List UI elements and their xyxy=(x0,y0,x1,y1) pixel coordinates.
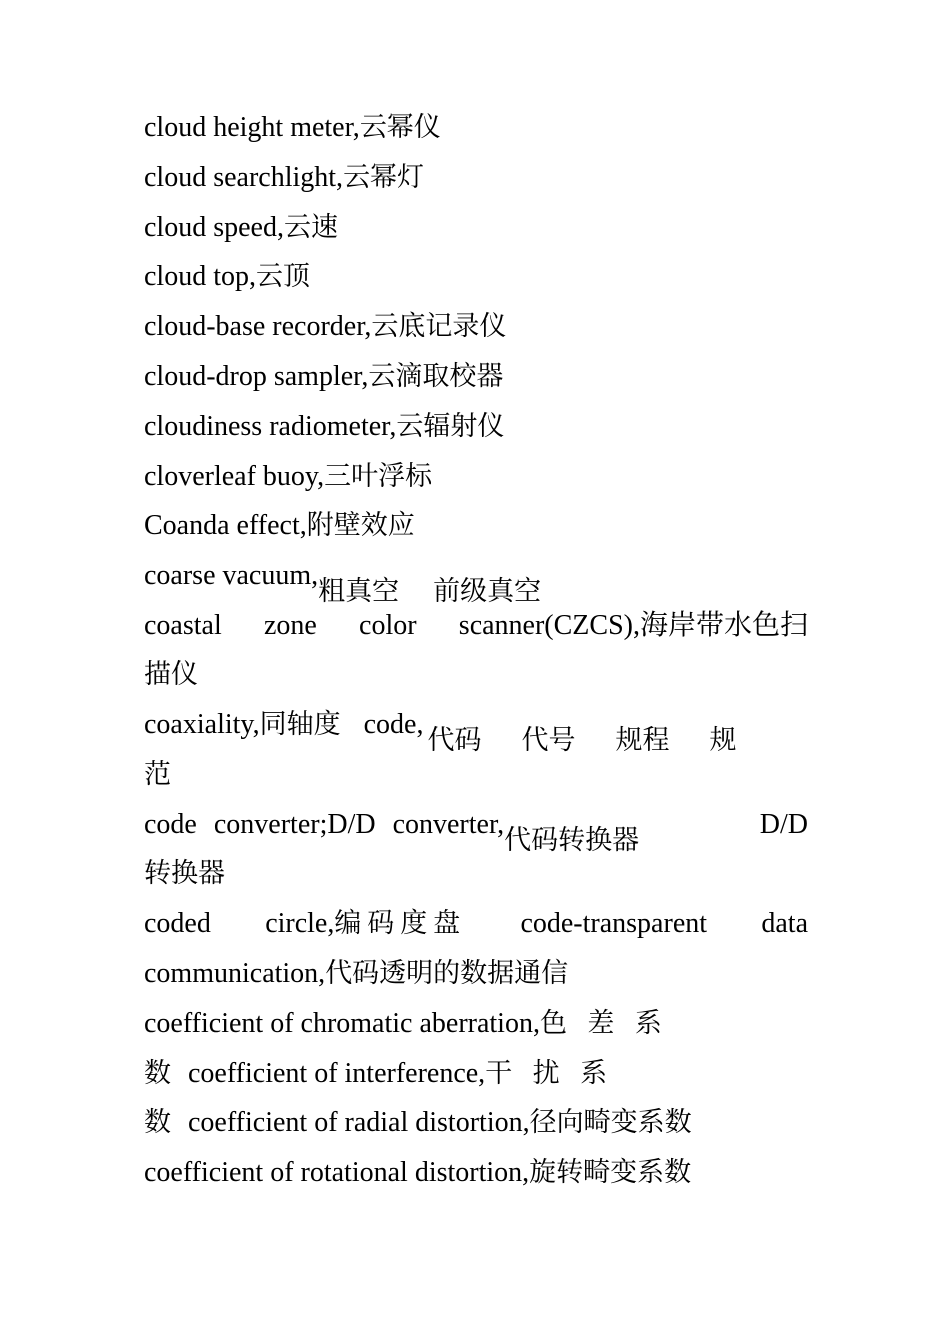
entry-line xyxy=(144,657,808,693)
entry-translation: 径向畸变系数 xyxy=(529,1107,692,1138)
entry-term: code, xyxy=(363,709,424,740)
entry-translation: 云滴取校器 xyxy=(368,361,504,392)
entry-line xyxy=(144,558,808,607)
entry-translation: 代码透明的数据通信 xyxy=(325,958,569,989)
entry-term: cloud height meter, xyxy=(144,112,360,143)
entry-translation: 干 扰 系 xyxy=(485,1058,614,1089)
entry-term: communication, xyxy=(144,958,326,989)
entry-term: coefficient of chromatic aberration, xyxy=(144,1008,540,1039)
entry-line xyxy=(144,707,808,756)
entry-term: cloud top, xyxy=(144,261,256,292)
entry-line xyxy=(144,1006,808,1042)
entry-term: color xyxy=(359,610,417,641)
entry-term: coastal xyxy=(144,610,222,641)
entry-line xyxy=(144,1105,808,1141)
entry-term: converter;D/D xyxy=(213,809,376,840)
entry-term: zone xyxy=(263,610,317,641)
entry-term: scanner(CZCS),海岸带水色扫 xyxy=(458,610,808,641)
entry-translation: 旋转畸变系数 xyxy=(529,1157,692,1188)
entry-line xyxy=(144,309,808,345)
entry-translation: 云速 xyxy=(283,212,338,243)
entry-term: cloud-base recorder, xyxy=(144,311,372,342)
entry-line xyxy=(144,608,808,644)
entry-term: coaxiality, xyxy=(144,709,260,740)
entry-term: Coanda effect, xyxy=(144,510,307,541)
entry-translation: 编码度盘 xyxy=(334,908,467,939)
entry-translation: 前级真空 xyxy=(433,576,542,607)
entry-line xyxy=(144,259,808,295)
entry-translation: 色 差 系 xyxy=(539,1008,668,1039)
entry-line xyxy=(144,757,808,793)
entry-translation: 云辐射仪 xyxy=(396,411,505,442)
entry-line xyxy=(144,409,808,445)
entry-translation: 规 xyxy=(709,725,737,756)
entry-term: data xyxy=(761,908,808,939)
entry-term: cloud speed, xyxy=(144,212,284,243)
entry-line xyxy=(144,1155,808,1191)
entry-translation: 云顶 xyxy=(256,261,310,292)
entry-term: coarse vacuum, xyxy=(144,560,319,591)
entry-line xyxy=(144,160,808,196)
entry-translation: 云底记录仪 xyxy=(371,311,507,342)
entry-translation: 范 xyxy=(144,759,171,790)
entry-term: cloud-drop sampler, xyxy=(144,361,369,392)
entry-translation: 数 xyxy=(144,1107,171,1138)
entry-translation: 代码 xyxy=(427,725,482,756)
entry-translation: 粗真空 xyxy=(318,576,400,607)
entry-translation: 云幂仪 xyxy=(359,112,441,143)
entry-translation: 数 xyxy=(144,1058,171,1089)
entry-line xyxy=(144,906,808,942)
entry-translation: 同轴度 xyxy=(259,709,341,740)
entry-line xyxy=(144,110,808,146)
entry-translation: 代号 xyxy=(521,725,576,756)
entry-line xyxy=(144,1056,808,1092)
entry-term: coefficient of interference, xyxy=(188,1058,486,1089)
entry-translation: 转换器 xyxy=(144,858,225,889)
entry-translation: 附壁效应 xyxy=(306,510,415,541)
entry-translation: 代码转换器 xyxy=(504,825,640,856)
entry-line xyxy=(144,508,808,544)
entry-term: cloud searchlight, xyxy=(144,162,344,193)
entry-line xyxy=(144,210,808,246)
entry-translation: 云幂灯 xyxy=(343,162,425,193)
entry-translation: 描仪 xyxy=(144,659,198,690)
entry-line xyxy=(144,856,808,892)
entry-term: coefficient of radial distortion, xyxy=(188,1107,530,1138)
entry-term: converter, xyxy=(392,809,505,840)
entry-term: code xyxy=(144,809,197,840)
entry-term: D/D xyxy=(759,809,808,840)
entry-term: coded xyxy=(144,908,211,939)
entry-line xyxy=(144,807,808,856)
entry-translation: 规程 xyxy=(615,725,670,756)
entry-term: code-transparent xyxy=(520,908,708,939)
entry-term: cloudiness radiometer, xyxy=(144,411,397,442)
entry-line xyxy=(144,359,808,395)
entry-line xyxy=(144,459,808,495)
entry-translation: 三叶浮标 xyxy=(324,461,433,492)
entry-term: coefficient of rotational distortion, xyxy=(144,1157,530,1188)
entry-line xyxy=(144,956,808,992)
entry-term: cloverleaf buoy, xyxy=(144,461,325,492)
entry-term: circle, xyxy=(265,908,335,939)
